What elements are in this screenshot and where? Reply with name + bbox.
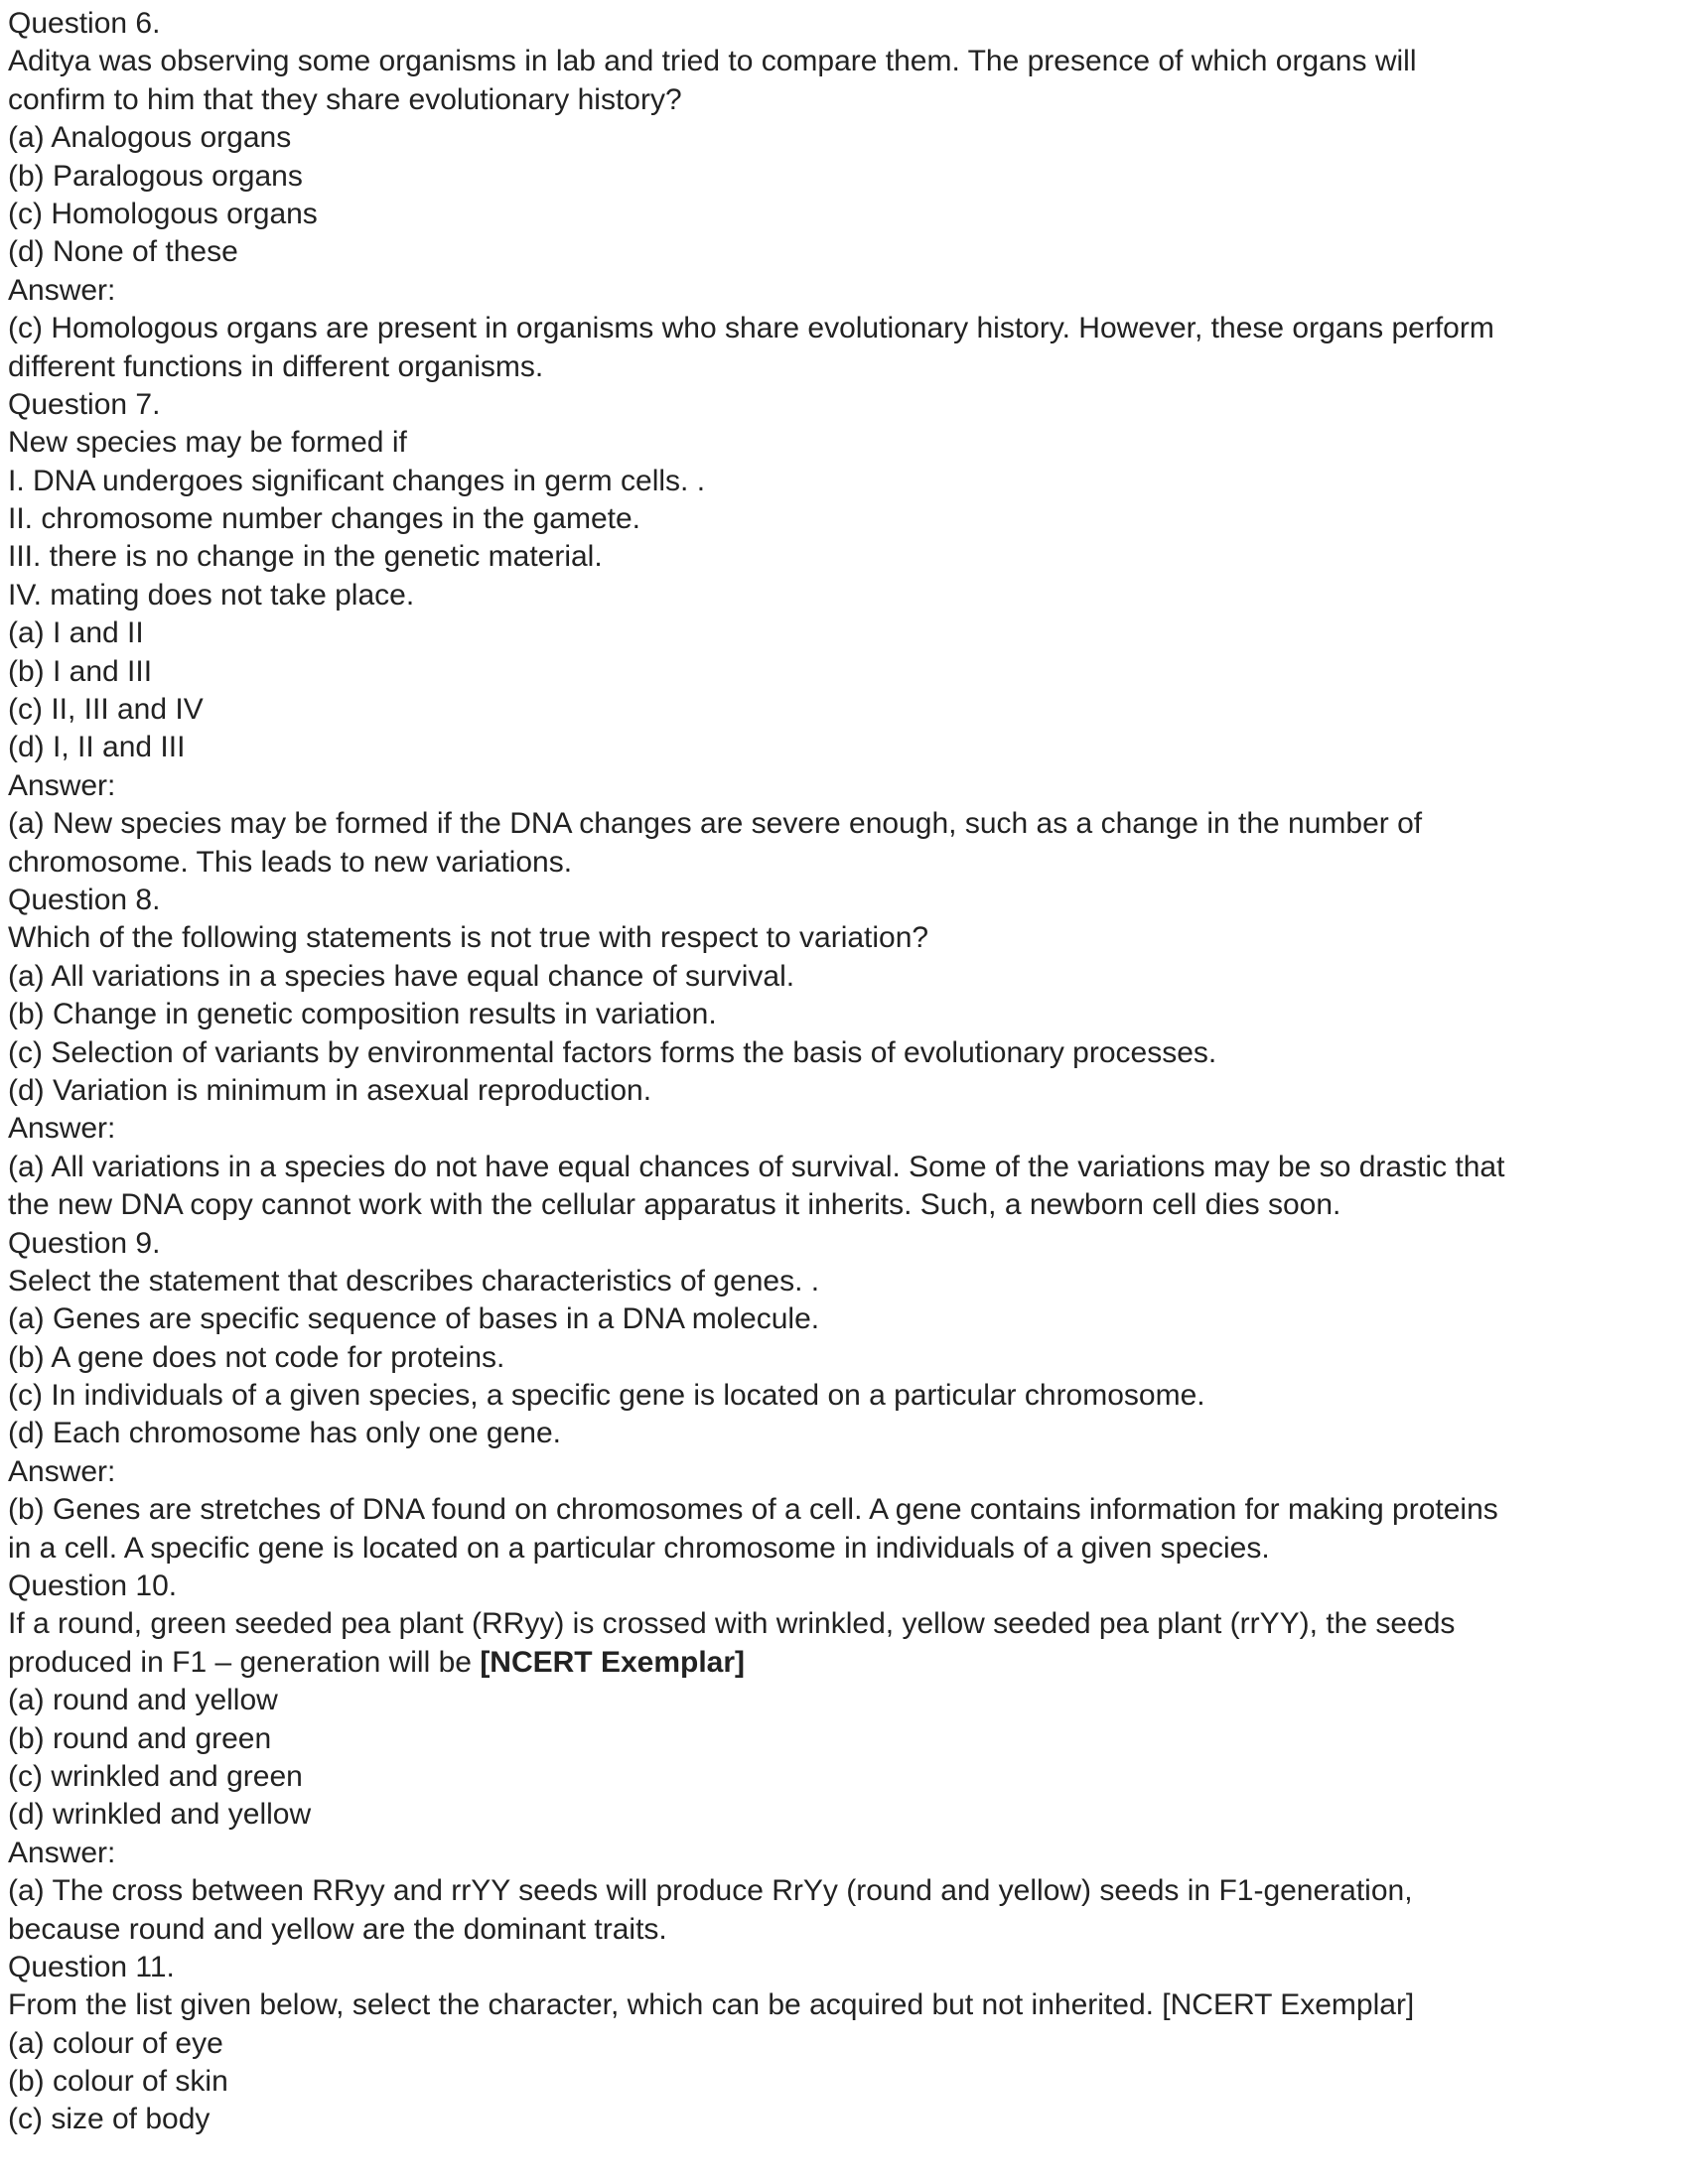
line-option bbox=[8, 729, 1682, 766]
line-text: (b) Genes are stretches of DNA found on chromosomes of a cell. A gene contains information for making proteins bbox=[8, 1493, 1498, 1527]
line-statement bbox=[8, 500, 1682, 538]
line-question-text bbox=[8, 1263, 1682, 1300]
line-text: (a) Genes are specific sequence of bases in a DNA molecule. bbox=[8, 1302, 820, 1336]
line-text: Question 10. bbox=[8, 1570, 178, 1603]
line-answer-label bbox=[8, 272, 1682, 310]
line-text: Select the statement that describes characteristics of genes. . bbox=[8, 1264, 820, 1297]
line-option bbox=[8, 233, 1682, 271]
line-text: (c) wrinkled and green bbox=[8, 1759, 303, 1793]
line-question-text bbox=[8, 81, 1682, 119]
line-text: Answer: bbox=[8, 1836, 116, 1869]
line-option bbox=[8, 1339, 1682, 1377]
line-question-number bbox=[8, 5, 1682, 43]
line-option bbox=[8, 158, 1682, 196]
line-text: Answer: bbox=[8, 273, 116, 307]
line-text: in a cell. A specific gene is located on a particular chromosome in individuals of a given species. bbox=[8, 1531, 1270, 1565]
line-text: I. DNA undergoes significant changes in germ cells. . bbox=[8, 464, 706, 497]
line-text: (b) A gene does not code for proteins. bbox=[8, 1340, 505, 1374]
line-answer-text bbox=[8, 1491, 1682, 1529]
line-text: New species may be formed if bbox=[8, 426, 407, 460]
line-option bbox=[8, 691, 1682, 729]
line-text: Answer: bbox=[8, 1112, 116, 1146]
line-text: the new DNA copy cannot work with the cellular apparatus it inherits. Such, a newborn cell dies soon. bbox=[8, 1188, 1341, 1222]
line-text: (c) Homologous organs are present in organisms who share evolutionary history. However, these organs perform bbox=[8, 312, 1494, 345]
line-option bbox=[8, 2101, 1682, 2138]
line-text: (b) I and III bbox=[8, 654, 153, 688]
line-text: Question 9. bbox=[8, 1226, 161, 1260]
line-option bbox=[8, 2025, 1682, 2063]
line-option bbox=[8, 1720, 1682, 1758]
line-option bbox=[8, 1072, 1682, 1110]
line-answer-text bbox=[8, 844, 1682, 882]
line-text: (c) II, III and IV bbox=[8, 693, 204, 727]
line-answer-text bbox=[8, 310, 1682, 347]
line-statement bbox=[8, 463, 1682, 500]
line-option bbox=[8, 1300, 1682, 1338]
line-question-text bbox=[8, 424, 1682, 462]
line-text: (d) wrinkled and yellow bbox=[8, 1798, 312, 1832]
line-text: II. chromosome number changes in the gamete. bbox=[8, 502, 641, 536]
line-answer-text bbox=[8, 1530, 1682, 1568]
line-text: because round and yellow are the dominant traits. bbox=[8, 1912, 667, 1946]
line-text: different functions in different organisms. bbox=[8, 349, 544, 383]
line-answer-text bbox=[8, 805, 1682, 843]
line-text: (b) Paralogous organs bbox=[8, 159, 303, 193]
line-bold-text: [NCERT Exemplar] bbox=[480, 1645, 746, 1679]
line-option bbox=[8, 1758, 1682, 1796]
line-text: (a) The cross between RRyy and rrYY seeds will produce RrYy (round and yellow) seeds in F1-generation, bbox=[8, 1874, 1413, 1908]
line-answer-label bbox=[8, 1835, 1682, 1872]
line-option bbox=[8, 1682, 1682, 1719]
line-question-number bbox=[8, 1949, 1682, 1986]
line-option bbox=[8, 196, 1682, 233]
line-answer-text bbox=[8, 1911, 1682, 1949]
line-text: III. there is no change in the genetic material. bbox=[8, 540, 603, 574]
line-answer-label bbox=[8, 767, 1682, 805]
line-question-text bbox=[8, 1986, 1682, 2024]
line-text: Which of the following statements is not true with respect to variation? bbox=[8, 921, 929, 955]
line-text: (b) colour of skin bbox=[8, 2065, 228, 2099]
line-option bbox=[8, 653, 1682, 691]
line-text: (b) Change in genetic composition results in variation. bbox=[8, 998, 717, 1031]
line-answer-label bbox=[8, 1110, 1682, 1148]
line-text: Aditya was observing some organisms in lab and tried to compare them. The presence of which organs will bbox=[8, 45, 1417, 78]
line-text: (d) Each chromosome has only one gene. bbox=[8, 1417, 561, 1450]
line-option bbox=[8, 119, 1682, 157]
line-text: (a) I and II bbox=[8, 616, 144, 650]
line-text: From the list given below, select the character, which can be acquired but not inherited. [NCERT Exemplar] bbox=[8, 1988, 1415, 2022]
line-text: (c) size of body bbox=[8, 2103, 211, 2136]
line-question-number bbox=[8, 1225, 1682, 1263]
line-option bbox=[8, 1796, 1682, 1834]
line-question-number bbox=[8, 1568, 1682, 1605]
line-statement bbox=[8, 577, 1682, 614]
line-text: (c) In individuals of a given species, a specific gene is located on a particular chromosome. bbox=[8, 1379, 1205, 1413]
line-option bbox=[8, 2063, 1682, 2101]
line-text: (c) Homologous organs bbox=[8, 197, 318, 230]
line-text: (a) New species may be formed if the DNA changes are severe enough, such as a change in the number of bbox=[8, 807, 1423, 841]
line-text: (a) All variations in a species do not have equal chances of survival. Some of the variations may be so drastic that bbox=[8, 1150, 1505, 1183]
line-text: (a) round and yellow bbox=[8, 1684, 278, 1717]
line-option bbox=[8, 1415, 1682, 1452]
line-answer-text bbox=[8, 348, 1682, 386]
line-text: (b) round and green bbox=[8, 1721, 272, 1755]
line-answer-text bbox=[8, 1872, 1682, 1910]
line-question-number bbox=[8, 386, 1682, 424]
line-text: (c) Selection of variants by environmental factors forms the basis of evolutionary processes. bbox=[8, 1035, 1217, 1069]
line-text: Answer: bbox=[8, 768, 116, 802]
line-question-text bbox=[8, 919, 1682, 957]
line-text: If a round, green seeded pea plant (RRyy) is crossed with wrinkled, yellow seeded pea plant (rrYY), the seeds bbox=[8, 1607, 1456, 1641]
line-question-number bbox=[8, 882, 1682, 919]
line-question-text bbox=[8, 1644, 1682, 1682]
line-text: Question 6. bbox=[8, 7, 161, 40]
line-text: chromosome. This leads to new variations. bbox=[8, 845, 573, 879]
line-text: IV. mating does not take place. bbox=[8, 578, 415, 612]
line-text: Answer: bbox=[8, 1454, 116, 1488]
line-text: Question 11. bbox=[8, 1950, 175, 1983]
line-text: confirm to him that they share evolutionary history? bbox=[8, 82, 682, 116]
line-option bbox=[8, 1034, 1682, 1072]
line-text: (a) colour of eye bbox=[8, 2026, 223, 2060]
line-answer-text bbox=[8, 1149, 1682, 1186]
line-text: (a) All variations in a species have equal chance of survival. bbox=[8, 959, 795, 993]
line-text: (d) I, II and III bbox=[8, 731, 186, 764]
line-text: Question 7. bbox=[8, 387, 161, 421]
line-question-text bbox=[8, 1605, 1682, 1643]
line-statement bbox=[8, 538, 1682, 576]
line-text: (d) None of these bbox=[8, 235, 238, 269]
line-option bbox=[8, 1377, 1682, 1415]
line-text: (a) Analogous organs bbox=[8, 121, 292, 155]
line-text: Question 8. bbox=[8, 883, 161, 916]
line-text: produced in F1 – generation will be bbox=[8, 1645, 481, 1679]
line-option bbox=[8, 996, 1682, 1033]
line-answer-label bbox=[8, 1453, 1682, 1491]
line-option bbox=[8, 958, 1682, 996]
line-option bbox=[8, 614, 1682, 652]
line-question-text bbox=[8, 43, 1682, 80]
line-text: (d) Variation is minimum in asexual reproduction. bbox=[8, 1073, 652, 1107]
line-answer-text bbox=[8, 1186, 1682, 1224]
